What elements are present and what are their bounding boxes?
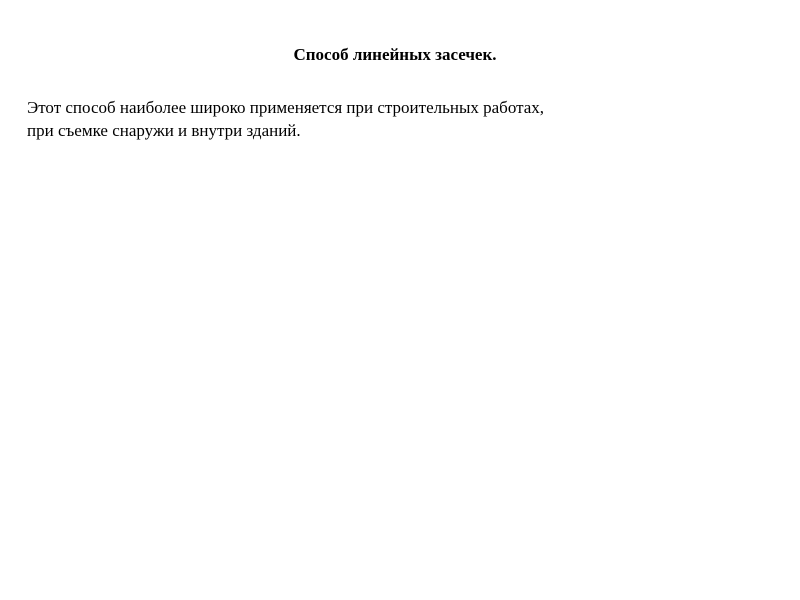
slide-title: Способ линейных засечек.: [293, 45, 497, 64]
slide-body-text: [27, 96, 787, 142]
body-line-2: при съемке снаружи и внутри зданий.: [27, 121, 301, 140]
body-line-1: Этот способ наиболее широко применяется при строительных работах,: [27, 98, 545, 117]
